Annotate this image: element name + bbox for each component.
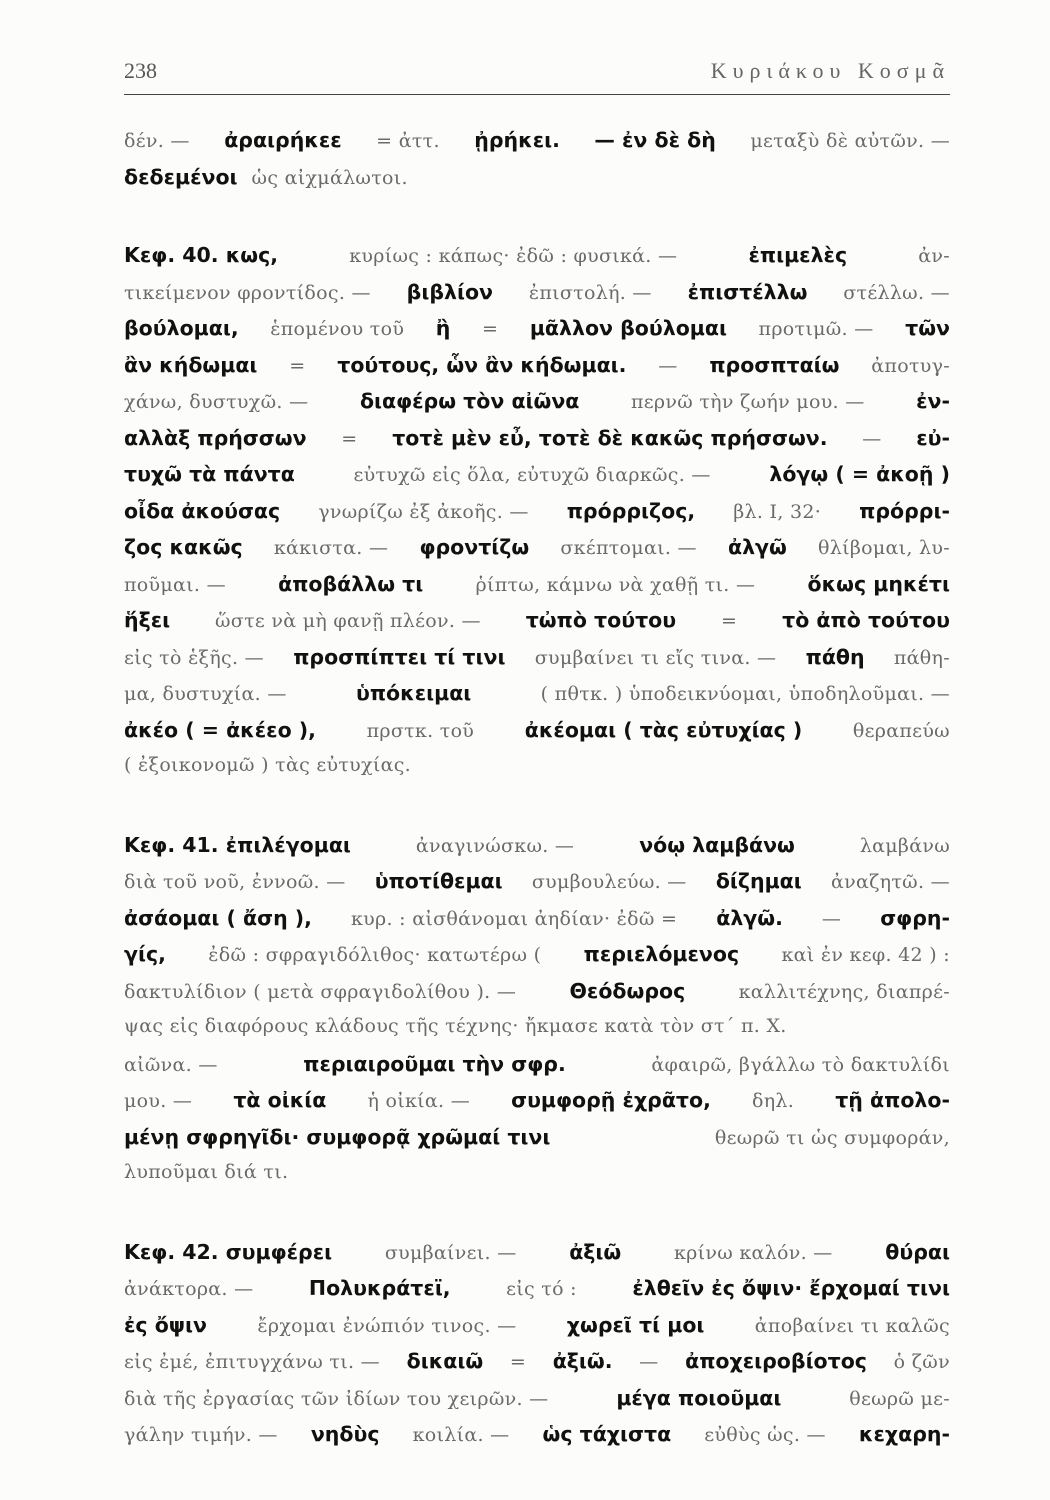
headword: ἐπιστέλλω (687, 279, 808, 304)
text-line (124, 942, 950, 979)
gloss: κοιλία. — (412, 1424, 510, 1446)
gloss: γάλην τιμήν. — (124, 1424, 278, 1446)
text-line (124, 608, 950, 645)
gloss: γνωρίζω ἐξ ἀκοῆς. — (318, 500, 529, 523)
text-line (124, 353, 950, 390)
page-header (124, 58, 950, 95)
text-line (124, 1015, 950, 1052)
text-line (124, 833, 950, 870)
headword: ἀλγῶ (727, 535, 787, 559)
text-line (124, 1125, 950, 1162)
gloss: τικείμενον φροντίδος. — (124, 281, 371, 304)
gloss: ἀφαιρῶ, βγάλλω τὸ δακτυλίδι (651, 1053, 950, 1076)
headword: ἐπιμελὲς (748, 243, 848, 267)
headword: σφρη- (880, 905, 950, 930)
headword: εὐ- (916, 425, 950, 450)
gloss: = (509, 1351, 527, 1373)
gloss: ἐδῶ : σφραγιδόλιθος· κατωτέρω ( (208, 944, 542, 966)
headword: ἐλθεῖν ἐς ὄψιν· ἔρχομαί τινι (632, 1276, 950, 1300)
gloss: ἀποτυγ- (871, 354, 950, 377)
text-line (124, 499, 950, 536)
text-line (124, 462, 950, 499)
text-line (124, 1386, 950, 1423)
headword: νόῳ λαμβάνω (639, 832, 795, 857)
text-line (124, 754, 950, 791)
text-line (124, 645, 950, 682)
headword: βιβλίον (406, 279, 494, 304)
text-line (124, 1088, 950, 1125)
headword: τούτους, ὧν ἂν κήδωμαι. (337, 352, 627, 377)
text-line (124, 1240, 950, 1277)
gloss: λαμβάνω (859, 834, 950, 857)
text-line (124, 1349, 950, 1386)
gloss: θεραπεύω (852, 719, 950, 742)
gloss: ἡ οἰκία. — (367, 1090, 470, 1112)
gloss: θεωρῶ με- (849, 1387, 950, 1410)
headword: συμφορῇ ἐχρᾶτο, (511, 1088, 711, 1112)
text-line (124, 869, 950, 906)
gloss: — (821, 907, 842, 930)
gloss: κυρ. : αἰσθάνομαι ἀηδίαν· ἐδῶ = (350, 907, 678, 930)
gloss: ῥίπτω, κάμνω νὰ χαθῇ τι. — (475, 573, 756, 596)
text-line (124, 165, 950, 202)
gloss: ( ἐξοικονομῶ ) τὰς εὐτυχίας. (124, 754, 411, 776)
headword: ἂν κήδωμαι (124, 352, 258, 377)
gloss: ἐπιστολή. — (528, 281, 652, 304)
gloss: κρίνω καλόν. — (673, 1241, 833, 1264)
gloss: χάνω, δυστυχῶ. — (124, 391, 309, 413)
headword: ἀλγῶ. (716, 905, 783, 930)
headword: ἐν- (916, 389, 950, 413)
gloss: ἀνάκτορα. — (124, 1278, 254, 1300)
gloss: ψας εἰς διαφόρους κλάδους τῆς τέχνης· ἤκμασε κατὰ τὸν στ´ π. Χ. (124, 1015, 787, 1037)
gloss: — (658, 354, 678, 377)
headword: ἥξει (124, 608, 171, 632)
gloss: ἑπομένου τοῦ (270, 318, 405, 340)
text-line (124, 718, 950, 755)
gloss: καλλιτέχνης, διαπρέ- (738, 980, 950, 1003)
text-line (124, 280, 950, 317)
headword: δικαιῶ (406, 1349, 484, 1373)
gloss: κάκιστα. — (273, 537, 389, 559)
gloss: δακτυλίδιον ( μετὰ σφραγιδολίθου ). — (124, 980, 517, 1003)
gloss: ποῦμαι. — (124, 573, 226, 596)
gloss: βλ. I, 32· (733, 500, 822, 523)
text-line (124, 243, 950, 280)
headword: ὡς τάχιστα (542, 1422, 672, 1446)
headword: βούλομαι, (124, 316, 239, 340)
gloss: συμβαίνει τι εἴς τινα. — (534, 646, 777, 669)
paragraph (124, 128, 950, 201)
gloss: ὥστε νὰ μὴ φανῇ πλέον. — (215, 610, 481, 632)
headword: ἀξιῶ. (552, 1349, 613, 1373)
gloss: δηλ. (751, 1090, 795, 1112)
gloss: διὰ τοῦ νοῦ, ἐννοῶ. — (124, 871, 346, 893)
headword: ἢ (435, 316, 451, 340)
text-line (124, 1161, 950, 1198)
gloss: μου. — (124, 1090, 193, 1112)
gloss: = (341, 427, 358, 450)
gloss: διὰ τῆς ἐργασίας τῶν ἰδίων του χειρῶν. — (124, 1387, 549, 1410)
gloss: μα, δυστυχία. — (124, 683, 287, 705)
gloss: εὐτυχῶ εἰς ὅλα, εὐτυχῶ διαρκῶς. — (353, 464, 711, 486)
paragraph (124, 833, 950, 1198)
headword: μέγα ποιοῦμαι (616, 1385, 782, 1410)
headword: πρόρριζος, (566, 498, 696, 523)
headword: δεδεμένοι (124, 164, 238, 189)
gloss: ὡς αἰχμάλωτοι. (251, 166, 408, 189)
gloss: = (482, 318, 499, 340)
gloss: = ἀττ. (376, 130, 440, 152)
gloss: μεταξὺ δὲ αὐτῶν. — (750, 130, 950, 152)
gloss: θεωρῶ τι ὡς συμφοράν, (714, 1126, 950, 1149)
headword: τὸ ἀπὸ τούτου (782, 608, 950, 632)
headword: μᾶλλον βούλομαι (529, 316, 727, 340)
gloss: εὐθὺς ὡς. — (704, 1424, 826, 1446)
headword: νηδὺς (310, 1422, 380, 1446)
gloss: πρστκ. τοῦ (366, 719, 475, 742)
gloss: θλίβομαι, λυ- (818, 537, 950, 559)
gloss: ( πθτκ. ) ὑποδεικνύομαι, ὑποδηλοῦμαι. — (540, 683, 950, 705)
headword: διαφέρω τὸν αἰῶνα (359, 389, 580, 413)
text-line (124, 535, 950, 572)
headword: κεχαρη- (858, 1422, 950, 1446)
gloss: = (720, 610, 738, 632)
headword: τοτὲ μὲν εὖ, τοτὲ δὲ κακῶς πρήσσων. (392, 425, 828, 450)
headword: πρόρρι- (859, 498, 950, 523)
text-line (124, 572, 950, 609)
headword: Κεφ. 41. ἐπιλέγομαι (124, 832, 351, 857)
running-head: Κυριάκου Κοσμᾶ (710, 58, 950, 83)
gloss: = (289, 354, 306, 377)
gloss: περνῶ τὴν ζωήν μου. — (630, 391, 865, 413)
headword: ἀξιῶ (569, 1239, 622, 1264)
page-number: 238 (124, 58, 157, 83)
gloss: κυρίως : κάπως· ἐδῶ : φυσικά. — (349, 245, 678, 267)
paragraph (124, 1240, 950, 1459)
headword: τὠπὸ τούτου (525, 608, 677, 632)
headword: ὅκως μηκέτι (807, 571, 950, 596)
text-line (124, 1276, 950, 1313)
gloss: — (639, 1351, 659, 1373)
gloss: ὁ ζῶν (893, 1351, 950, 1373)
headword: ἀποβάλλω τι (278, 571, 424, 596)
gloss: εἰς τό : (506, 1278, 577, 1300)
headword: ἀκέομαι ( τὰς εὐτυχίας ) (524, 717, 803, 742)
text-line (124, 1422, 950, 1459)
paragraph (124, 243, 950, 791)
headword: θύραι (885, 1239, 950, 1264)
gloss: λυποῦμαι διά τι. (124, 1161, 289, 1183)
gloss: ἀποβαίνει τι καλῶς (754, 1314, 950, 1337)
headword: χωρεῖ τί μοι (566, 1312, 705, 1337)
text-line (124, 979, 950, 1016)
headword: προσπίπτει τί τινι (293, 644, 506, 669)
headword: Κεφ. 40. κως, (124, 243, 279, 267)
headword: ᾐρήκει. (474, 128, 560, 152)
headword: τυχῶ τὰ πάντα (124, 462, 295, 486)
headword: Πολυκράτεϊ, (308, 1276, 451, 1300)
headword: προσπταίω (709, 352, 840, 377)
headword: ζος κακῶς (124, 535, 243, 559)
headword: ἀποχειροβίοτος (685, 1349, 867, 1373)
headword: περιαιροῦμαι τὴν σφρ. (303, 1051, 566, 1076)
headword: περιελόμενος (583, 942, 740, 966)
headword: λόγῳ ( = ἀκοῇ ) (769, 462, 950, 486)
headword: τῇ ἀπολο- (835, 1088, 950, 1112)
headword: ἐς ὄψιν (124, 1312, 208, 1337)
headword: — ἐν δὲ δὴ (594, 128, 716, 152)
text-line (124, 389, 950, 426)
headword: τὰ οἰκία (233, 1088, 327, 1112)
text-line (124, 316, 950, 353)
gloss: ἀναζητῶ. — (830, 871, 950, 893)
gloss: σκέπτομαι. — (560, 537, 697, 559)
gloss: πάθη- (893, 646, 950, 669)
headword: δίζημαι (715, 869, 802, 893)
text-body (124, 128, 950, 1459)
gloss: συμβουλεύω. — (531, 871, 687, 893)
headword: πάθη (805, 644, 865, 669)
headword: φροντίζω (419, 535, 530, 559)
headword: γίς, (124, 942, 166, 966)
headword: μένῃ σφρηγῖδι· συμφορᾷ χρῶμαί τινι (124, 1124, 551, 1149)
headword: ὑπόκειμαι (356, 681, 472, 705)
text-line (124, 681, 950, 718)
text-line (124, 1313, 950, 1350)
headword: ἀσάομαι ( ἄση ), (124, 905, 312, 930)
gloss: αἰῶνα. — (124, 1053, 218, 1076)
gloss: — (862, 427, 882, 450)
headword: αλλὰξ πρήσσων (124, 425, 307, 450)
headword: ἀκέο ( = ἀκέεο ), (124, 717, 316, 742)
gloss: δέν. — (124, 130, 190, 152)
gloss: εἰς τὸ ἑξῆς. — (124, 646, 264, 669)
text-line (124, 128, 950, 165)
gloss: προτιμῶ. — (758, 318, 874, 340)
headword: Κεφ. 42. συμφέρει (124, 1239, 333, 1264)
gloss: ἀν- (918, 245, 950, 267)
gloss: καὶ ἐν κεφ. 42 ) : (781, 944, 950, 966)
text-line (124, 906, 950, 943)
headword: ἀραιρήκεε (224, 128, 342, 152)
text-line (124, 1052, 950, 1089)
headword: τῶν (905, 316, 950, 340)
gloss: στέλλω. — (843, 281, 950, 304)
gloss: ἀναγινώσκω. — (415, 834, 575, 857)
text-line (124, 426, 950, 463)
headword: οἶδα ἀκούσας (124, 498, 281, 523)
gloss: συμβαίνει. — (384, 1241, 517, 1264)
headword: ὑποτίθεμαι (374, 869, 503, 893)
headword: Θεόδωρος (569, 978, 686, 1003)
gloss: ἔρχομαι ἐνώπιόν τινος. — (257, 1314, 517, 1337)
gloss: εἰς ἐμέ, ἐπιτυγχάνω τι. — (124, 1351, 380, 1373)
